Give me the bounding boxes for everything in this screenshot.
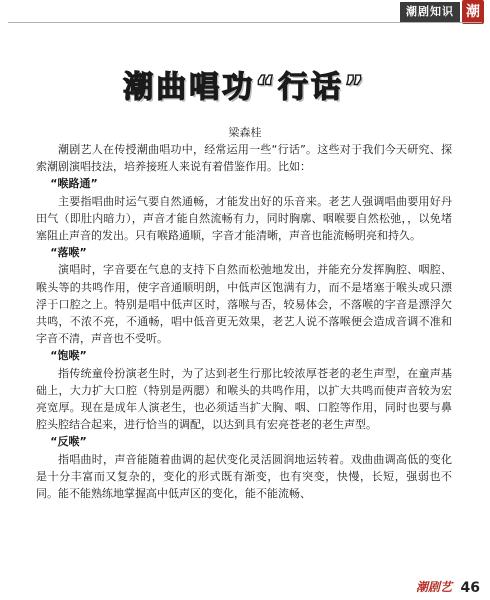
paragraph-baohou: 指传统童伶扮演老生时，为了达到老生行那比较浓厚苍老的老生声型，在童声基础上，大力扩大口腔（特别是两腮）和喉头的共鸣作用，以扩大共鸣而使声音较为宏亮宽厚。现在是成年人演老生，也必须适当扩大胸、咽、口腔等作用，同时也要与鼻腔头腔结合起来，进行恰当的调配，以达到具有宏亮苍老的老生声型。 bbox=[36, 366, 452, 432]
article-body bbox=[36, 141, 452, 502]
subheading-luohou: “落喉” bbox=[50, 246, 87, 260]
page-header bbox=[0, 0, 490, 28]
section-label: 潮剧知识 bbox=[400, 2, 460, 22]
subheading-baohou: “饱喉” bbox=[50, 349, 87, 363]
intro-paragraph: 潮剧艺人在传授潮曲唱功中，经常运用一些“行话”。这些对于我们今天研究、探索潮剧演唱技法，培养接班人来说有着借鉴作用。比如： bbox=[36, 143, 452, 174]
article-title: 潮曲唱功“行话” bbox=[123, 70, 367, 105]
subheading-fanhou: “反喉” bbox=[50, 435, 87, 449]
paragraph-houlutong: 主要指唱曲时运气要自然通畅，才能发出好的乐音来。老艺人强调唱曲要用好丹田气（即肚内暗力），声音才能自然流畅有力，同时胸廓、咽喉要自然松弛，，以免堵塞阻止声音的发出。只有喉路通顺，字音才能清晰，声音也能流畅明亮和持久。 bbox=[36, 194, 452, 243]
paragraph-luohou: 演唱时，字音要在气息的支持下自然而松弛地发出，并能充分发挥胸腔、咽腔、喉头等的共鸣作用，使字音通顺明朗，中低声区饱满有力，而不是堵塞于喉头或只漂浮于口腔之上。特别是唱中低声区时，落喉与否，较易体会，不落喉的字音是漂浮欠共鸣，不浓不亮，不通畅，唱中低音更无效果，老艺人说不落喉便会造成音调不准和字音不清，声音也不受听。 bbox=[36, 263, 452, 346]
page-number: 46 bbox=[460, 580, 480, 596]
paragraph-fanhou: 指唱曲时，声音能随着曲调的起伏变化灵活圆润地运转着。戏曲曲调高低的变化是十分丰富而又复杂的，变化的形式既有渐变，也有突变，快慢，长短，强弱也不同。能不能熟练地掌握高中低声区的变化，能不能流畅、 bbox=[36, 452, 452, 501]
article-author: 梁森桂 bbox=[228, 126, 262, 139]
header-rule bbox=[8, 22, 482, 23]
magazine-logo: 潮剧艺 bbox=[415, 580, 452, 594]
subheading-houlutong: “喉路通” bbox=[50, 177, 98, 191]
seal-logo-icon: 潮 bbox=[462, 0, 484, 24]
